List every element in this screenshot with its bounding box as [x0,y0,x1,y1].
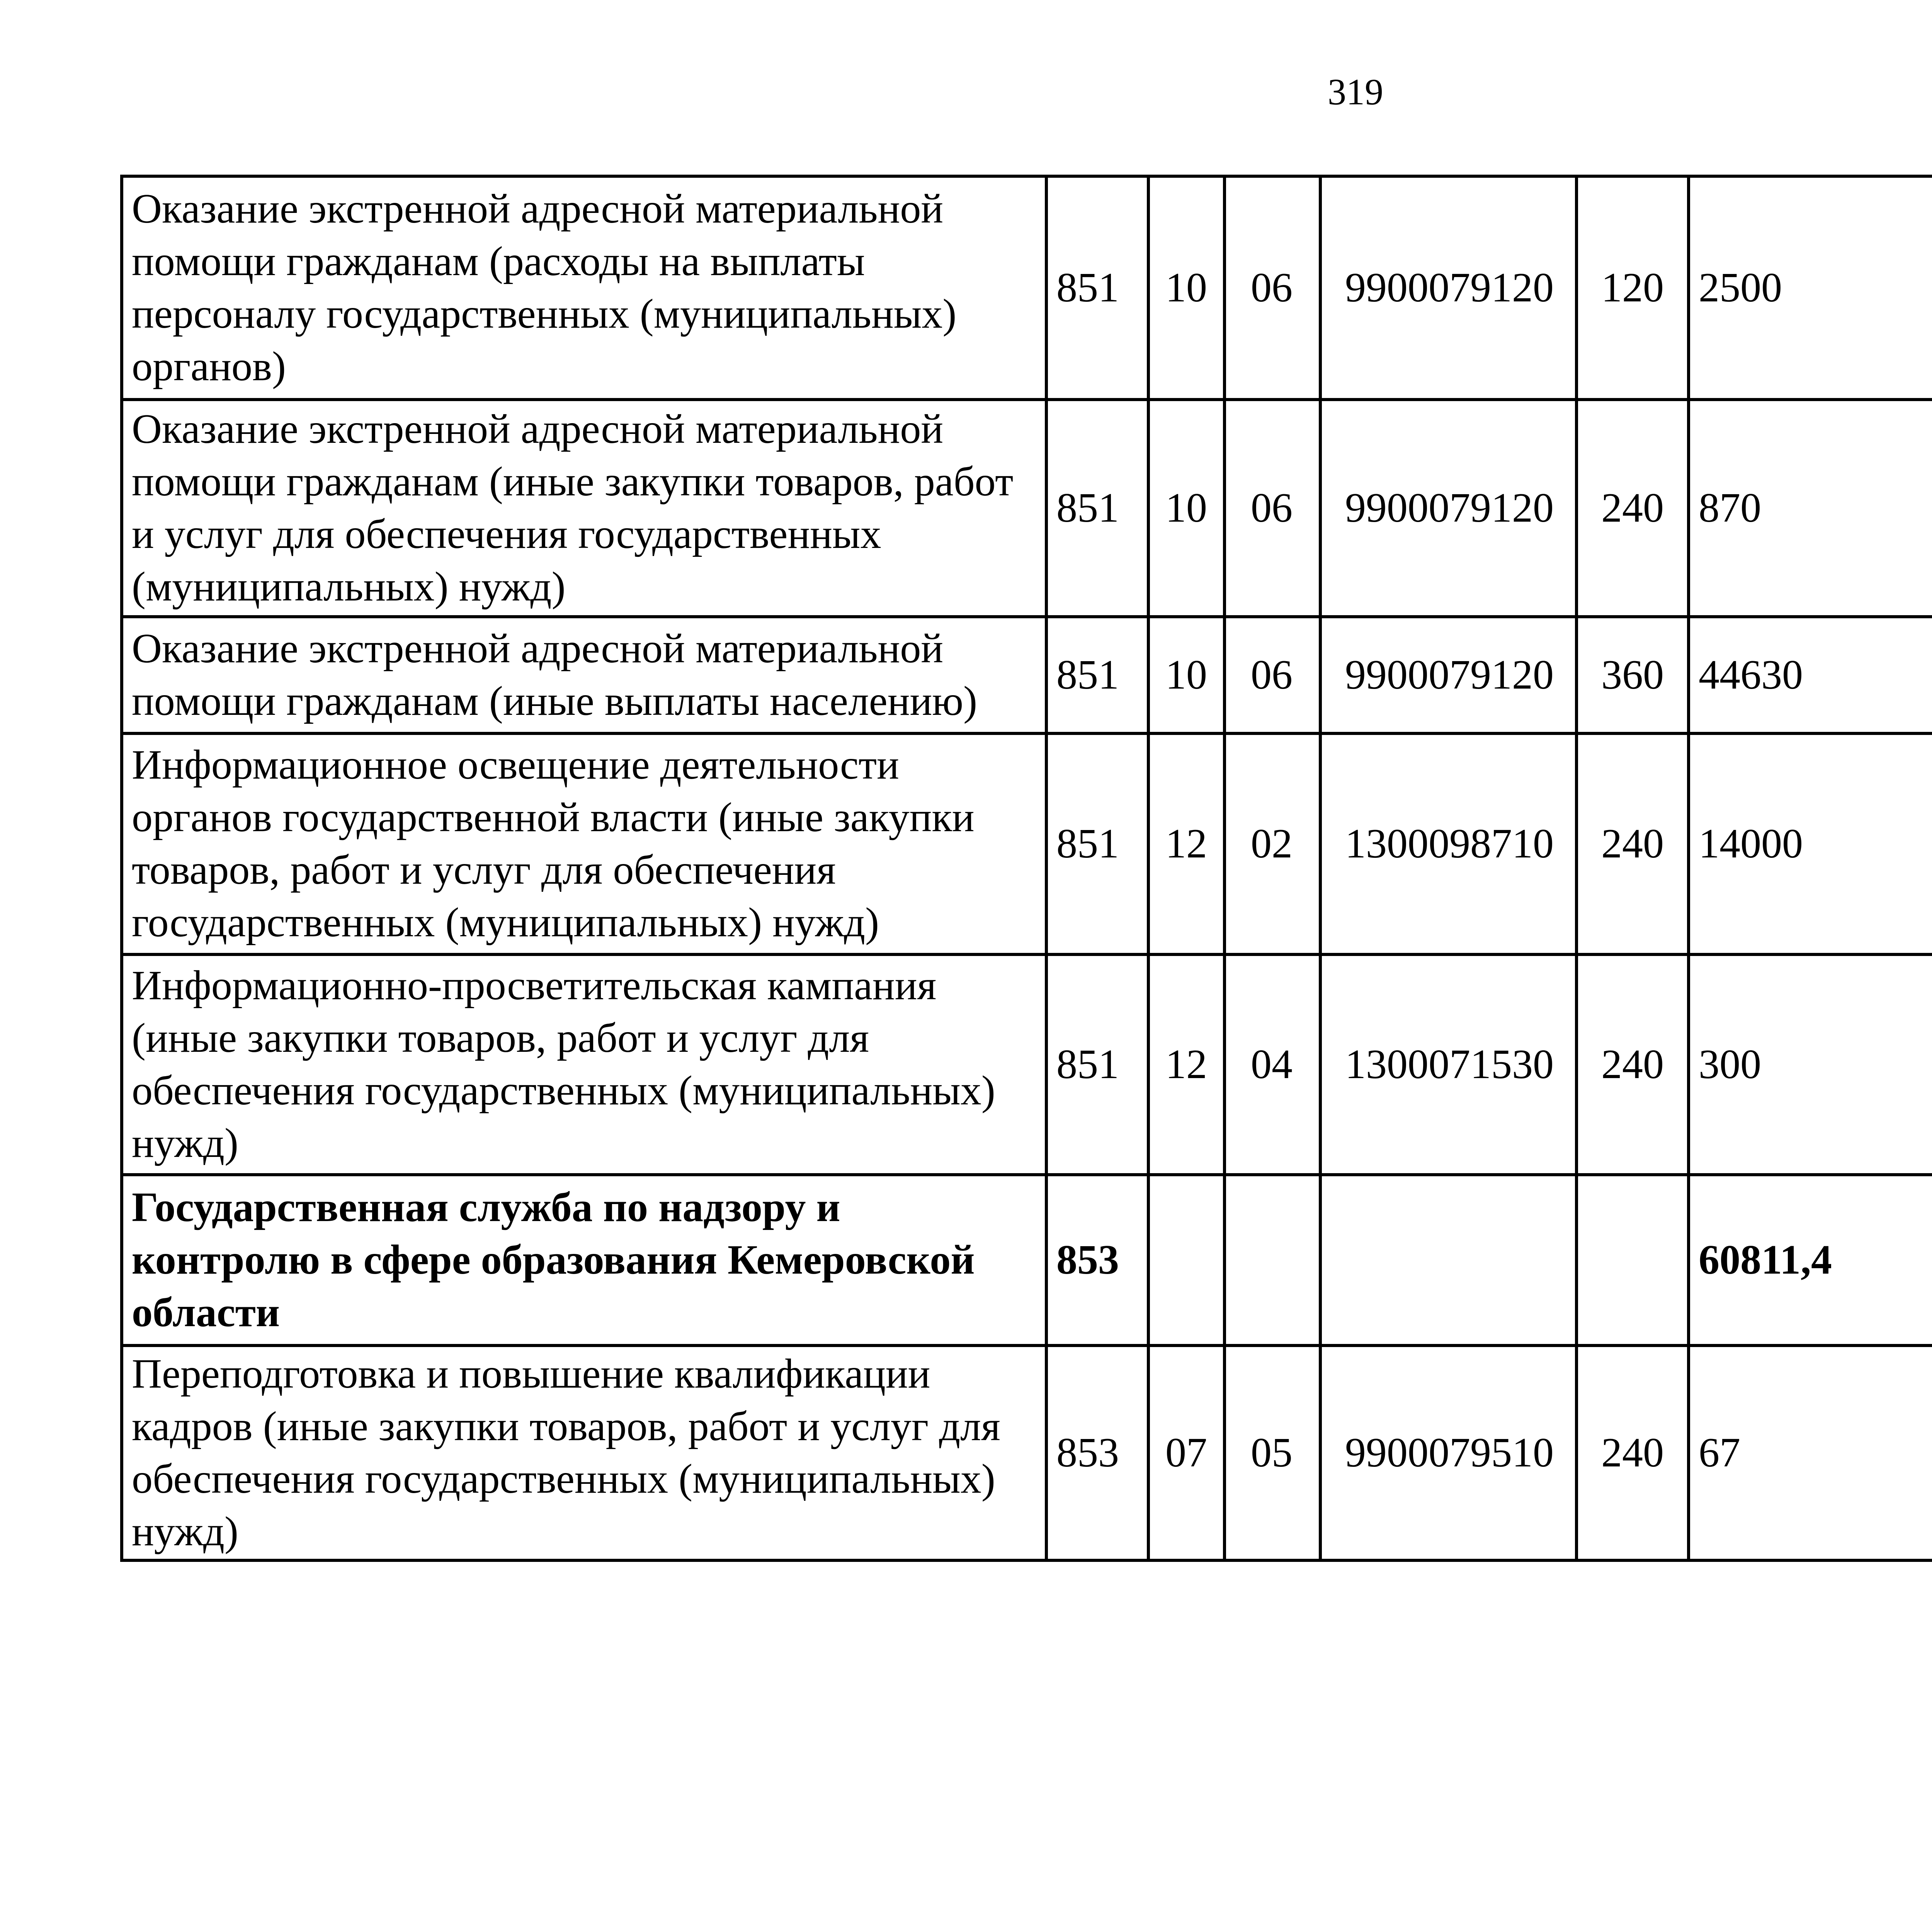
subsection-code: 06 [1225,176,1320,400]
table-row [122,617,1932,733]
section-code [1148,1175,1225,1345]
row-name: Государственная служба по надзору и контролю в сфере образования Кемеровской области [122,1175,1046,1345]
row-name: Оказание экстренной адресной материальной помощи гражданам (расходы на выплаты персоналу государственных (муниципальных) органов) [122,176,1046,400]
amount-year-1: 67 [1689,1345,1932,1560]
target-article: 9900079510 [1320,1345,1577,1560]
expense-type: 240 [1577,954,1689,1175]
target-article [1320,1175,1577,1345]
row-name: Оказание экстренной адресной материальной помощи гражданам (иные выплаты населению) [122,617,1046,733]
amount-year-1: 300 [1689,954,1932,1175]
ministry-code: 851 [1046,954,1148,1175]
table-row-department-total [122,1175,1932,1345]
ministry-code: 851 [1046,400,1148,617]
target-article: 9900079120 [1320,617,1577,733]
section-code: 07 [1148,1345,1225,1560]
expense-type: 240 [1577,400,1689,617]
target-article: 1300071530 [1320,954,1577,1175]
table-row [122,954,1932,1175]
row-name: Оказание экстренной адресной материальной помощи гражданам (иные закупки товаров, работ и услуг для обеспечения государственных (муниципальных) нужд) [122,400,1046,617]
section-code: 12 [1148,954,1225,1175]
expense-type: 120 [1577,176,1689,400]
subsection-code: 02 [1225,733,1320,954]
table-row [122,400,1932,617]
row-name: Информационное освещение деятельности органов государственной власти (иные закупки товаров, работ и услуг для обеспечения государственных (муниципальных) нужд) [122,733,1046,954]
budget-table [120,175,1932,1562]
expense-type: 240 [1577,1345,1689,1560]
ministry-code: 851 [1046,176,1148,400]
section-code: 10 [1148,617,1225,733]
ministry-code: 851 [1046,617,1148,733]
amount-year-1: 14000 [1689,733,1932,954]
target-article: 9900079120 [1320,176,1577,400]
table-row [122,1345,1932,1560]
section-code: 12 [1148,733,1225,954]
subsection-code: 06 [1225,400,1320,617]
amount-year-1: 44630 [1689,617,1932,733]
target-article: 9900079120 [1320,400,1577,617]
ministry-code: 853 [1046,1345,1148,1560]
subsection-code: 05 [1225,1345,1320,1560]
budget-table-body [122,176,1932,1560]
amount-year-1: 60811,4 [1689,1175,1932,1345]
expense-type [1577,1175,1689,1345]
section-code: 10 [1148,400,1225,617]
target-article: 1300098710 [1320,733,1577,954]
section-code: 10 [1148,176,1225,400]
row-name: Переподготовка и повышение квалификации кадров (иные закупки товаров, работ и услуг для обеспечения государственных (муниципальных) нужд) [122,1345,1046,1560]
subsection-code: 06 [1225,617,1320,733]
table-row [122,176,1932,400]
table-row [122,733,1932,954]
ministry-code: 851 [1046,733,1148,954]
subsection-code: 04 [1225,954,1320,1175]
amount-year-1: 2500 [1689,176,1932,400]
page-number: 319 [1328,71,1383,112]
expense-type: 240 [1577,733,1689,954]
amount-year-1: 870 [1689,400,1932,617]
ministry-code: 853 [1046,1175,1148,1345]
expense-type: 360 [1577,617,1689,733]
row-name: Информационно-просветительская кампания (иные закупки товаров, работ и услуг для обеспечения государственных (муниципальных) нужд) [122,954,1046,1175]
subsection-code [1225,1175,1320,1345]
